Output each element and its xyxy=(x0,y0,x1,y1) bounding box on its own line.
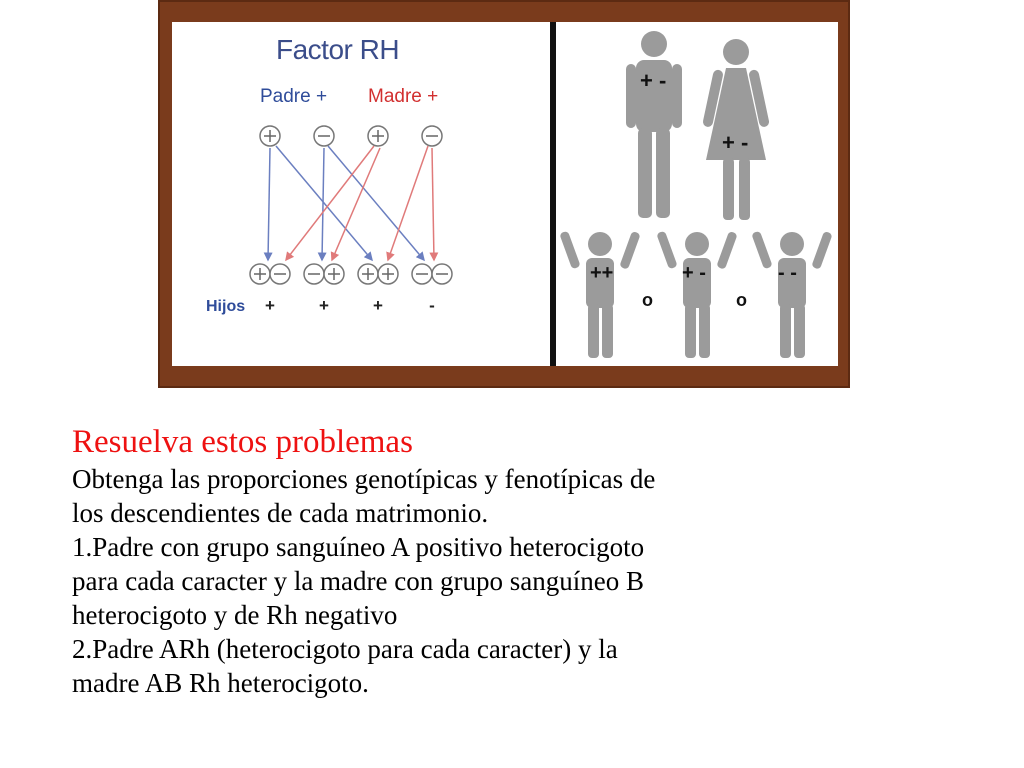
separator-o-1: o xyxy=(642,290,653,310)
mother-lines xyxy=(286,146,434,260)
text-line: madre AB Rh heterocigoto. xyxy=(72,668,369,698)
text-line: Obtenga las proporciones genotípicas y fenotípicas de xyxy=(72,464,656,494)
child-result-2: + xyxy=(319,296,329,315)
child-result-4: - xyxy=(429,296,435,315)
children-label: Hijos xyxy=(206,298,246,315)
parent-allele-signs xyxy=(264,130,438,142)
text-line: los descendientes de cada matrimonio. xyxy=(72,498,489,528)
child-result-1: + xyxy=(265,296,275,315)
child-figure-1 xyxy=(559,231,640,358)
child-figure-3 xyxy=(751,231,832,358)
father-figure xyxy=(626,31,682,218)
child-3-genotype: - - xyxy=(778,262,797,284)
text-line: heterocigoto y de Rh negativo xyxy=(72,600,398,630)
mother-label: Madre + xyxy=(368,86,439,107)
rh-inheritance-diagram xyxy=(172,22,550,366)
text-line: para cada caracter y la madre con grupo sanguíneo B xyxy=(72,566,644,596)
mother-genotype: + - xyxy=(722,130,749,155)
father-lines xyxy=(268,146,424,260)
parent-allele-circles xyxy=(260,126,442,146)
problem-text xyxy=(72,422,832,700)
family-figures-svg xyxy=(556,22,838,366)
family-figures-panel xyxy=(556,22,838,366)
text-line: 2.Padre ARh (heterocigoto para cada caracter) y la xyxy=(72,634,618,664)
child-figure-2 xyxy=(656,231,737,358)
separator-o-2: o xyxy=(736,290,747,310)
text-line: 1.Padre con grupo sanguíneo A positivo heterocigoto xyxy=(72,532,645,562)
father-label: Padre + xyxy=(260,86,328,107)
picture-frame xyxy=(158,0,850,388)
child-result-3: + xyxy=(373,296,383,315)
father-genotype: + - xyxy=(640,68,667,93)
child-1-genotype: ++ xyxy=(590,262,614,284)
diagram-title: Factor RH xyxy=(276,34,400,65)
child-2-genotype: + - xyxy=(682,262,706,284)
heading: Resuelva estos problemas xyxy=(72,424,413,460)
